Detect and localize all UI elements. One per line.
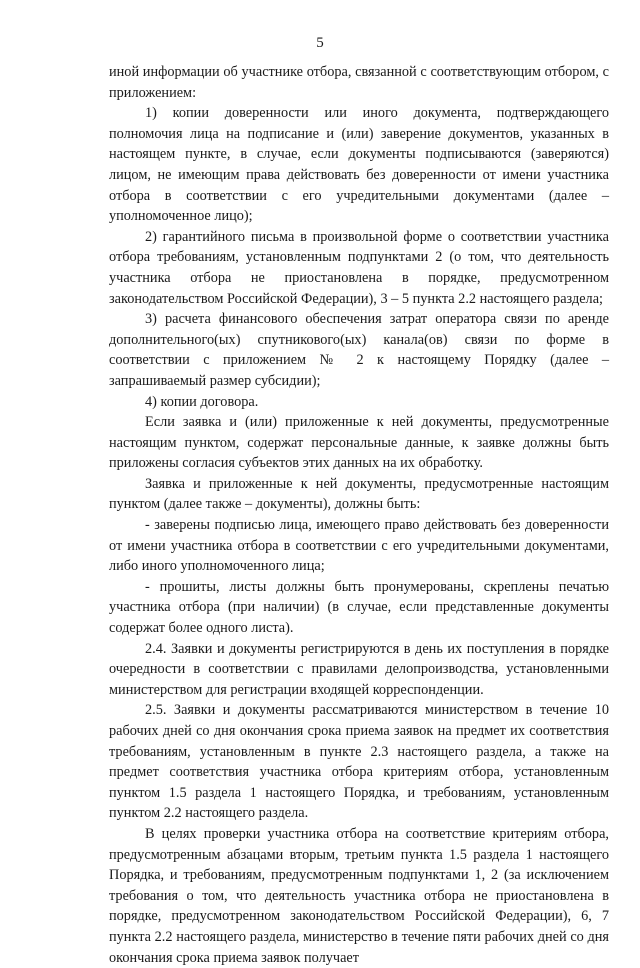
list-item-2: 2) гарантийного письма в произвольной форме о соответствии участника отбора требованиям, установленным подпунктами 2 (о том, что деятельность участника отбора не приостановлена в порядке, предусмотренном законодательством Российской Федерации), 3 – 5 пункта 2.2 настоящего раздела; <box>109 228 609 307</box>
paragraph-2-4: 2.4. Заявки и документы регистрируются в день их поступления в порядке очередности в соответствии с правилами делопроизводства, установленными министерством для регистрации входящей корреспонденции. <box>109 640 609 698</box>
paragraph-requirements: Заявка и приложенные к ней документы, предусмотренные настоящим пунктом (далее также – документы), должны быть: <box>109 475 609 513</box>
page-number: 5 <box>316 35 324 51</box>
paragraph-verification: В целях проверки участника отбора на соответствие критериям отбора, предусмотренным абзацами вторым, третьим пункта 1.5 раздела 1 настоящего Порядка, и требованиям, предусмотренным подпунктами 1, 2 (за исключением требования о том, что деятельность участника отбора не приостановлена в порядке, предусмотренном законодательством Российской Федерации), 6, 7 пункта 2.2 настоящего раздела, министерство в течение пяти рабочих дней со дня окончания срока приема заявок получает <box>109 825 609 966</box>
paragraph-2-5: 2.5. Заявки и документы рассматриваются министерством в течение 10 рабочих дней со дня окончания срока приема заявок на предмет их соответствия требованиям, установленным в пункте 2.3 настоящего раздела, а также на предмет соответствия участника отбора критериям отбора, установленным пунктом 1.5 раздела 1 настоящего Порядка, и требованиям, установленным пунктом 2.2 настоящего раздела. <box>109 702 609 822</box>
document-body <box>109 62 609 968</box>
list-item-4: 4) копии договора. <box>145 393 259 410</box>
bullet-stitched: - прошиты, листы должны быть пронумерованы, скреплены печатью участника отбора (при наличии) (в случае, если представленные документы содержат более одного листа). <box>109 578 609 637</box>
paragraph-personal-data: Если заявка и (или) приложенные к ней документы, предусмотренные настоящим пунктом, содержат персональные данные, к заявке должны быть приложены согласия субъектов этих данных на их обработку. <box>109 414 609 472</box>
paragraph-intro: иной информации об участнике отбора, связанной с соответствующим отбором, с приложением: <box>109 64 609 101</box>
list-item-1: 1) копии доверенности или иного документа, подтверждающего полномочия лица на подписание и (или) заверение документов, указанных в настоящем пункте, в случае, если документы подписываются (заверяются) лицом, не имеющим права действовать без доверенности от имени участника отбора в соответствии с его учредительными документами (далее – уполномоченное лицо); <box>109 105 609 225</box>
list-item-3: 3) расчета финансового обеспечения затрат оператора связи по аренде дополнительного(ых) спутникового(ых) канала(ов) связи по форме в соответствии с приложением № 2 к настоящему Порядку (далее – запрашиваемый размер субсидии); <box>109 311 609 389</box>
bullet-signed: - заверены подписью лица, имеющего право действовать без доверенности от имени участника отбора в соответствии с его учредительными документами, либо иного уполномоченного лица; <box>109 517 609 575</box>
